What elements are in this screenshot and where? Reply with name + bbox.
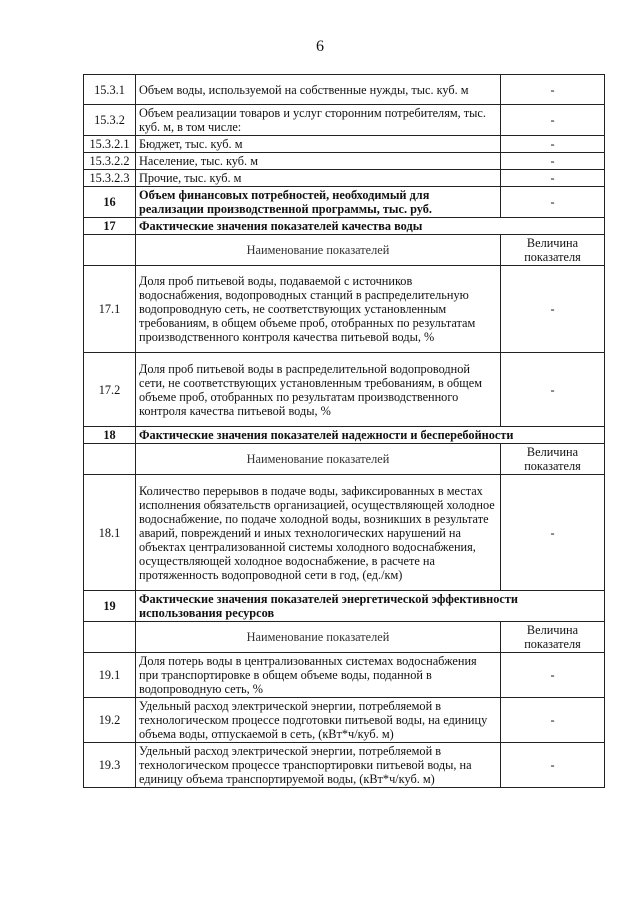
row-text: Количество перерывов в подаче воды, зафиксированных в местах исполнения обязательств организацией, осуществляющей холодное водоснабжение, по подаче холодной воды, возникших в результате аварий, повреждений и иных технологических нарушений на объектах централизованной системы холодного водоснабжения, осуществляющей холодное водоснабжение, в расчете на протяженность водопроводной сети в год, (ед./км) — [136, 475, 501, 591]
row-text: Удельный расход электрической энергии, потребляемой в технологическом процессе транспортировки питьевой воды, на единицу объема транспортируемой воды, (кВт*ч/куб. м) — [136, 743, 501, 788]
row-text: Население, тыс. куб. м — [136, 153, 501, 170]
row-number: 15.3.2.3 — [84, 170, 136, 187]
column-header-value: Величина показателя — [501, 235, 605, 266]
section-header-row — [84, 591, 605, 622]
section-header-row — [84, 218, 605, 235]
row-text: Доля проб питьевой воды в распределительной водопроводной сети, не соответствующих установленным требованиям, в общем объеме проб, отобранных по результатам производственного контроля качества питьевой воды, % — [136, 353, 501, 427]
row-text: Удельный расход электрической энергии, потребляемой в технологическом процессе подготовки питьевой воды, на единицу объема воды, отпускаемой в сеть, (кВт*ч/куб. м) — [136, 698, 501, 743]
table-row — [84, 170, 605, 187]
table-row — [84, 266, 605, 353]
row-text: Доля потерь воды в централизованных системах водоснабжения при транспортировке в общем объеме воды, поданной в водопроводную сеть, % — [136, 653, 501, 698]
table-row — [84, 75, 605, 105]
row-number: 15.3.2 — [84, 105, 136, 136]
page-number: 6 — [316, 38, 324, 55]
row-value: - — [501, 653, 605, 698]
table-row — [84, 475, 605, 591]
column-header-row — [84, 622, 605, 653]
row-value: - — [501, 105, 605, 136]
row-value: - — [501, 353, 605, 427]
section-number: 18 — [84, 427, 136, 444]
row-text: Объем реализации товаров и услуг сторонним потребителям, тыс. куб. м, в том числе: — [136, 105, 501, 136]
row-number: 15.3.1 — [84, 75, 136, 105]
table-row — [84, 187, 605, 218]
row-text: Объем финансовых потребностей, необходимый для реализации производственной программы, тыс. руб. — [136, 187, 501, 218]
row-number: 18.1 — [84, 475, 136, 591]
row-value: - — [501, 266, 605, 353]
row-value: - — [501, 698, 605, 743]
section-number: 17 — [84, 218, 136, 235]
row-value: - — [501, 170, 605, 187]
section-header-row — [84, 427, 605, 444]
row-value: - — [501, 743, 605, 788]
row-number: 15.3.2.1 — [84, 136, 136, 153]
column-header-value: Величина показателя — [501, 444, 605, 475]
row-value: - — [501, 75, 605, 105]
row-value: - — [501, 153, 605, 170]
row-number: 17.1 — [84, 266, 136, 353]
table-row — [84, 153, 605, 170]
row-text: Доля проб питьевой воды, подаваемой с источников водоснабжения, водопроводных станций в распределительную водопроводную сеть, не соответствующих установленным требованиям, в общем объеме проб, отобранных по результатам производственного контроля качества питьевой воды, % — [136, 266, 501, 353]
table-row — [84, 743, 605, 788]
row-number: 19.2 — [84, 698, 136, 743]
column-header-row — [84, 235, 605, 266]
row-number: 19.3 — [84, 743, 136, 788]
row-value: - — [501, 187, 605, 218]
row-number: 16 — [84, 187, 136, 218]
section-number: 19 — [84, 591, 136, 622]
column-header-value: Величина показателя — [501, 622, 605, 653]
table-row — [84, 105, 605, 136]
row-text: Прочие, тыс. куб. м — [136, 170, 501, 187]
table-row — [84, 698, 605, 743]
row-number: 15.3.2.2 — [84, 153, 136, 170]
row-text: Объем воды, используемой на собственные нужды, тыс. куб. м — [136, 75, 501, 105]
section-title: Фактические значения показателей надежности и бесперебойности — [136, 427, 605, 444]
indicators-table — [83, 74, 605, 788]
column-header-name: Наименование показателей — [136, 444, 501, 475]
table-row — [84, 136, 605, 153]
row-text: Бюджет, тыс. куб. м — [136, 136, 501, 153]
row-number: 17.2 — [84, 353, 136, 427]
table-row — [84, 653, 605, 698]
table-row — [84, 353, 605, 427]
column-header-name: Наименование показателей — [136, 235, 501, 266]
row-value: - — [501, 475, 605, 591]
section-title: Фактические значения показателей энергетической эффективности использования ресурсов — [136, 591, 605, 622]
column-header-row — [84, 444, 605, 475]
column-header-name: Наименование показателей — [136, 622, 501, 653]
row-number: 19.1 — [84, 653, 136, 698]
section-title: Фактические значения показателей качества воды — [136, 218, 605, 235]
row-value: - — [501, 136, 605, 153]
